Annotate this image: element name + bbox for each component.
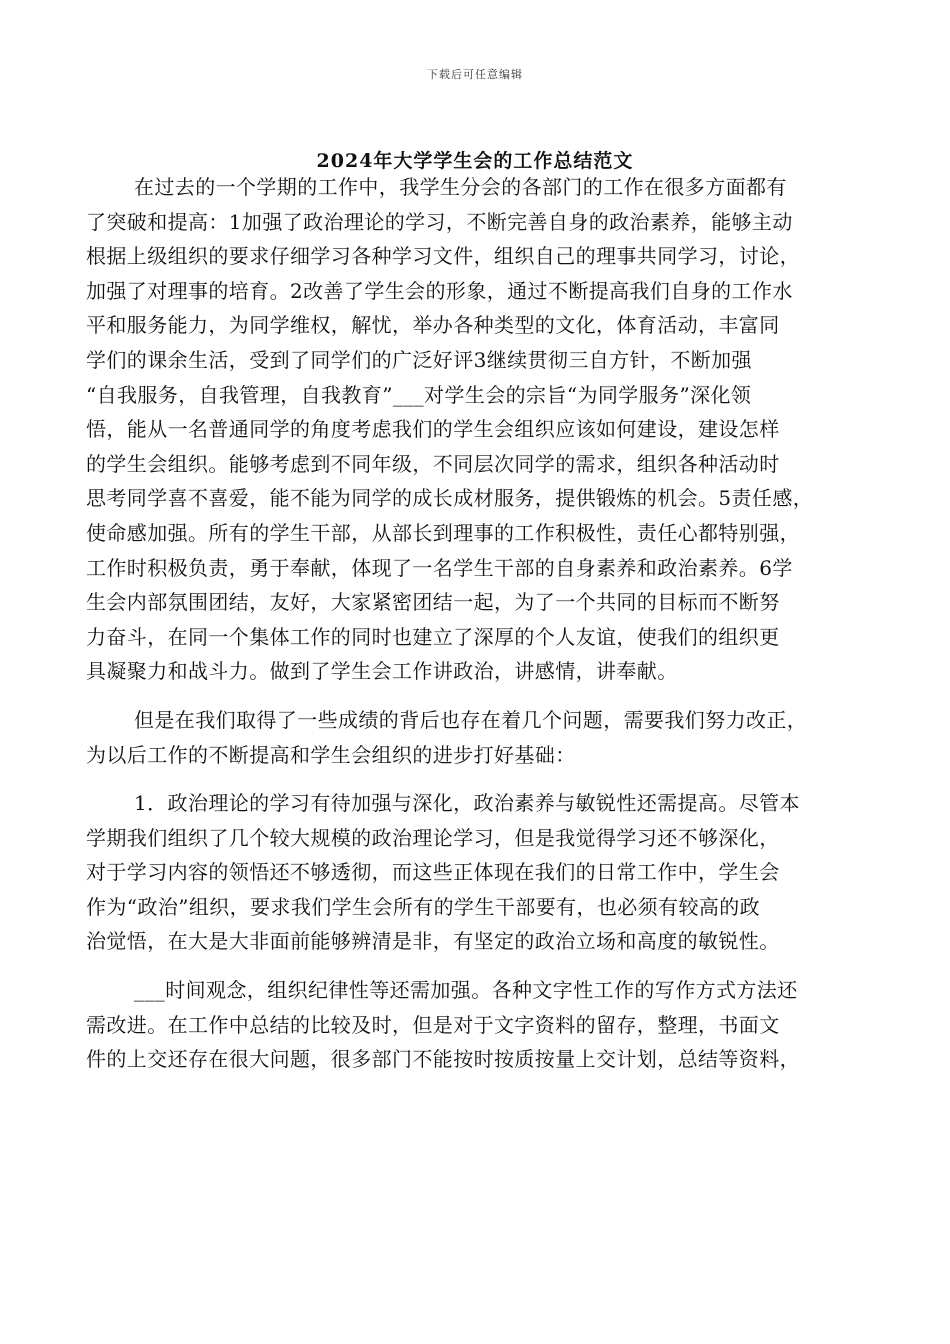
- paragraph-line: 在过去的一个学期的工作中，我学生分会的各部门的工作在很多方面都有: [134, 175, 787, 199]
- paragraph-gap: [86, 959, 866, 973]
- paragraph-line: 使命感加强。所有的学生干部，从部长到理事的工作积极性，责任心都特别强，: [86, 520, 800, 545]
- paragraph-line: 具凝聚力和战斗力。做到了学生会工作讲政治，讲感情，讲奉献。: [86, 659, 678, 684]
- paragraph-line: 学期我们组织了几个较大规模的政治理论学习，但是我觉得学习还不够深化，: [86, 825, 780, 850]
- paragraph-line: 力奋斗，在同一个集体工作的同时也建立了深厚的个人友谊，使我们的组织更: [86, 624, 780, 649]
- document-title: 2024年大学学生会的工作总结范文: [316, 150, 634, 172]
- paragraph-line: 学们的课余生活，受到了同学们的广泛好评3继续贯彻三自方针，不断加强: [86, 347, 752, 372]
- paragraph-line: 工作时积极负责，勇于奉献，体现了一名学生干部的自身素养和政治素养。6学: [86, 555, 793, 580]
- paragraph-line: 的学生会组织。能够考虑到不同年级，不同层次同学的需求，组织各种活动时: [86, 451, 780, 476]
- paragraph-line: 加强了对理事的培育。2改善了学生会的形象，通过不断提高我们自身的工作水: [86, 278, 793, 303]
- paragraph-line: 悟，能从一名普通同学的角度考虑我们的学生会组织应该如何建设，建设怎样: [86, 417, 780, 442]
- paragraph-3: [86, 786, 866, 959]
- paragraph-line: 思考同学喜不喜爱，能不能为同学的成长成材服务，提供锻炼的机会。5责任感，: [86, 486, 814, 511]
- paragraph-line: 生会内部氛围团结，友好，大家紧密团结一起，为了一个共同的目标而不断努: [86, 590, 780, 615]
- paragraph-gap: [86, 772, 866, 786]
- paragraph-line: 了突破和提高：1加强了政治理论的学习，不断完善自身的政治素养，能够主动: [86, 209, 793, 234]
- paragraph-line: 平和服务能力，为同学维权，解忧，举办各种类型的文化，体育活动，丰富同: [86, 313, 780, 338]
- paragraph-line: 根据上级组织的要求仔细学习各种学习文件，组织自己的理事共同学习，讨论，: [86, 244, 800, 269]
- paragraph-2: [86, 703, 866, 772]
- paragraph-line: 作为“政治”组织，要求我们学生会所有的学生干部要有，也必须有较高的政: [86, 894, 761, 919]
- paragraph-1: [86, 170, 866, 689]
- paragraph-line: 治觉悟，在大是大非面前能够辨清是非，有坚定的政治立场和高度的敏锐性。: [86, 929, 780, 954]
- paragraph-line: “自我服务，自我管理，自我教育”___对学生会的宗旨“为同学服务”深化领: [86, 382, 752, 407]
- paragraph-line: 对于学习内容的领悟还不够透彻，而这些正体现在我们的日常工作中，学生会: [86, 860, 780, 885]
- paragraph-line: ___时间观念，组织纪律性等还需加强。各种文字性工作的写作方式方法还: [134, 978, 798, 1003]
- paragraph-gap: [86, 689, 866, 703]
- paragraph-line: 1．政治理论的学习有待加强与深化，政治素养与敏锐性还需提高。尽管本: [134, 791, 800, 816]
- header-note: 下载后可任意编辑: [427, 68, 523, 81]
- paragraph-4: [86, 973, 866, 1077]
- paragraph-line: 需改进。在工作中总结的比较及时，但是对于文字资料的留存，整理，书面文: [86, 1012, 780, 1037]
- document-body: [86, 170, 866, 1077]
- paragraph-line: 但是在我们取得了一些成绩的背后也存在着几个问题，需要我们努力改正，: [134, 707, 808, 732]
- paragraph-line: 件的上交还存在很大问题，很多部门不能按时按质按量上交计划，总结等资料，: [86, 1047, 800, 1072]
- paragraph-line: 为以后工作的不断提高和学生会组织的进步打好基础：: [86, 742, 576, 767]
